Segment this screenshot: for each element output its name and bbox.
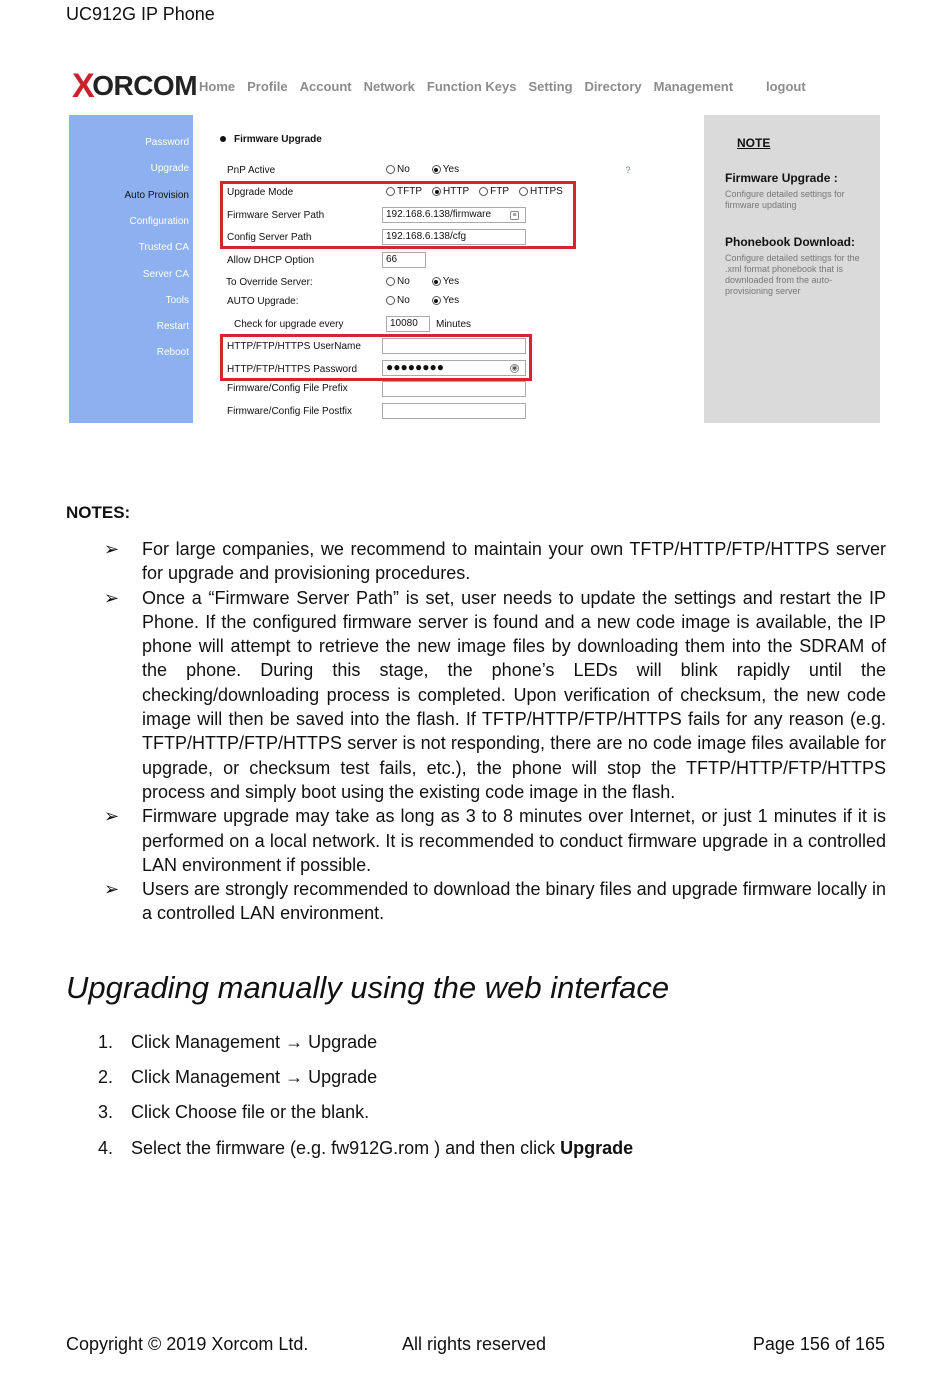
- footer-copyright: Copyright © 2019 Xorcom Ltd.: [66, 1334, 309, 1354]
- password-label: HTTP/FTP/HTTPS Password: [227, 364, 358, 375]
- firmware-server-path-label: Firmware Server Path: [227, 210, 325, 221]
- xorcom-logo: X ORCOM: [72, 66, 198, 105]
- override-server-radios: [386, 276, 459, 287]
- step-item: 4. Select the firmware (e.g. fw912G.rom ) and then click Upgrade: [98, 1137, 634, 1158]
- step-item: 1. Click Management → Upgrade: [98, 1032, 378, 1052]
- section-heading: Upgrading manually using the web interface: [66, 970, 670, 1005]
- note-firmware-desc: Configure detailed settings for firmware updating: [725, 189, 845, 210]
- arrow-bullet-icon: ➢: [104, 539, 120, 559]
- override-yes-radio[interactable]: Yes: [432, 276, 459, 287]
- sidebar-item-configuration[interactable]: Configuration: [129, 216, 189, 227]
- dhcp-option-label: Allow DHCP Option: [227, 255, 315, 266]
- arrow-bullet-icon: ➢: [104, 806, 120, 827]
- ftp-radio[interactable]: FTP: [479, 186, 509, 197]
- nav-directory[interactable]: Directory: [584, 79, 642, 94]
- step-item: 2. Click Management → Upgrade: [98, 1067, 378, 1088]
- auto-no-radio[interactable]: No: [386, 295, 410, 306]
- upgrade-mode-label: Upgrade Mode: [227, 187, 294, 198]
- auto-upgrade-radios: [386, 295, 459, 306]
- nav-setting[interactable]: Setting: [528, 79, 573, 94]
- highlight-box-credentials: [220, 334, 532, 381]
- field-menu-icon[interactable]: ≡: [510, 211, 519, 220]
- http-radio[interactable]: HTTP: [432, 186, 469, 197]
- nav-management[interactable]: Management: [653, 79, 734, 94]
- sidebar-item-restart[interactable]: Restart: [156, 321, 189, 332]
- footer-rights: All rights reserved: [402, 1334, 547, 1354]
- top-nav: [199, 79, 733, 94]
- note-title: NOTE: [737, 136, 771, 150]
- notes-title: NOTES:: [66, 503, 131, 522]
- arrow-bullet-icon: ➢: [104, 879, 120, 900]
- sidebar: [69, 115, 193, 423]
- sidebar-item-reboot[interactable]: Reboot: [156, 347, 189, 358]
- page-header: UC912G IP Phone: [66, 4, 215, 24]
- note-phonebook-heading: Phonebook Download:: [725, 235, 855, 249]
- note-panel: [704, 115, 880, 423]
- config-server-path-label: Config Server Path: [227, 232, 312, 243]
- step-item: 3. Click Choose file or the blank.: [98, 1102, 370, 1123]
- username-label: HTTP/FTP/HTTPS UserName: [227, 341, 361, 352]
- eye-icon[interactable]: ◉: [511, 365, 518, 372]
- nav-home[interactable]: Home: [199, 79, 236, 94]
- sidebar-item-auto-provision[interactable]: Auto Provision: [124, 190, 189, 201]
- sidebar-item-trusted-ca[interactable]: Trusted CA: [138, 242, 189, 253]
- note-firmware-heading: Firmware Upgrade :: [725, 171, 838, 185]
- note-phonebook-desc: Configure detailed settings for the .xml format phonebook that is downloaded from the auto-provisioning server: [725, 253, 860, 296]
- pnp-active-radios: [386, 164, 459, 175]
- list-item: ➢ Users are strongly recommended to download the binary files and upgrade firmware locally in a controlled LAN environment.: [104, 879, 886, 924]
- sidebar-item-tools[interactable]: Tools: [165, 295, 189, 306]
- auto-upgrade-label: AUTO Upgrade:: [227, 296, 299, 307]
- footer-page-number: Page 156 of 165: [752, 1334, 885, 1354]
- pnp-active-label: PnP Active: [227, 165, 276, 176]
- auto-yes-radio[interactable]: Yes: [432, 295, 459, 306]
- logout-link[interactable]: logout: [766, 79, 806, 94]
- section-title: Firmware Upgrade: [220, 134, 322, 145]
- sidebar-item-server-ca[interactable]: Server CA: [142, 269, 189, 280]
- prefix-label: Firmware/Config File Prefix: [227, 383, 348, 394]
- https-radio[interactable]: HTTPS: [519, 186, 563, 197]
- steps-list: [98, 1032, 633, 1173]
- config-server-path-input[interactable]: 192.168.6.138/cfg: [382, 229, 526, 245]
- list-item: ➢ For large companies, we recommend to maintain your own TFTP/HTTP/FTP/HTTPS server for upgrade and provisioning procedures.: [104, 539, 886, 584]
- pnp-yes-radio[interactable]: Yes: [432, 164, 459, 175]
- nav-function-keys[interactable]: Function Keys: [426, 79, 517, 94]
- sidebar-item-upgrade[interactable]: Upgrade: [150, 163, 189, 174]
- arrow-bullet-icon: ➢: [104, 587, 120, 608]
- tftp-radio[interactable]: TFTP: [386, 186, 422, 197]
- sidebar-item-password[interactable]: Password: [145, 137, 189, 148]
- override-no-radio[interactable]: No: [386, 276, 410, 287]
- override-server-label: To Override Server:: [226, 277, 313, 288]
- help-icon[interactable]: ?: [625, 165, 631, 175]
- check-upgrade-label: Check for upgrade every: [234, 319, 344, 330]
- web-ui-screenshot: [68, 62, 882, 424]
- firmware-server-path-input[interactable]: 192.168.6.138/firmware: [382, 207, 526, 223]
- postfix-label: Firmware/Config File Postfix: [227, 406, 353, 417]
- list-item: ➢ Once a “Firmware Server Path” is set, user needs to update the settings and restart the IP Phone. If the configured firmware server is found and a new code image is available, the IP phone will attempt to retrieve the new image files by downloading them into the SDRAM of the phone. During this stage, the phone’s LEDs will blink rapidly until the checking/downloading process is completed. Upon verification of checksum, the new code image will then be saved into the flash. If TFTP/HTTP/FTP/HTTPS fails for any reason (e.g. TFTP/HTTP/FTP/HTTPS server is not responding, there are no code image files available for upgrade, or checksum test fails, etc.), the phone will stop the TFTP/HTTP/FTP/HTTPS process and simply boot using the existing code image in the flash.: [104, 587, 886, 802]
- notes-list: [100, 537, 886, 926]
- dhcp-option-input[interactable]: 66: [382, 252, 426, 268]
- nav-account[interactable]: Account: [299, 79, 352, 94]
- list-item: ➢ Firmware upgrade may take as long as 3 to 8 minutes over Internet, or just 1 minutes if it is performed on a local network. It is recommended to conduct firmware upgrade in a controlled LAN environment if possible.: [104, 806, 886, 875]
- prefix-input[interactable]: [382, 381, 526, 397]
- password-input[interactable]: ●●●●●●●●: [382, 360, 526, 376]
- firmware-upgrade-form: [218, 128, 638, 428]
- highlight-box-server: [220, 181, 576, 249]
- pnp-no-radio[interactable]: No: [386, 164, 410, 175]
- minutes-unit: Minutes: [436, 319, 472, 330]
- check-upgrade-input[interactable]: 10080: [386, 316, 430, 332]
- nav-profile[interactable]: Profile: [247, 79, 288, 94]
- nav-network[interactable]: Network: [363, 79, 415, 94]
- postfix-input[interactable]: [382, 403, 526, 419]
